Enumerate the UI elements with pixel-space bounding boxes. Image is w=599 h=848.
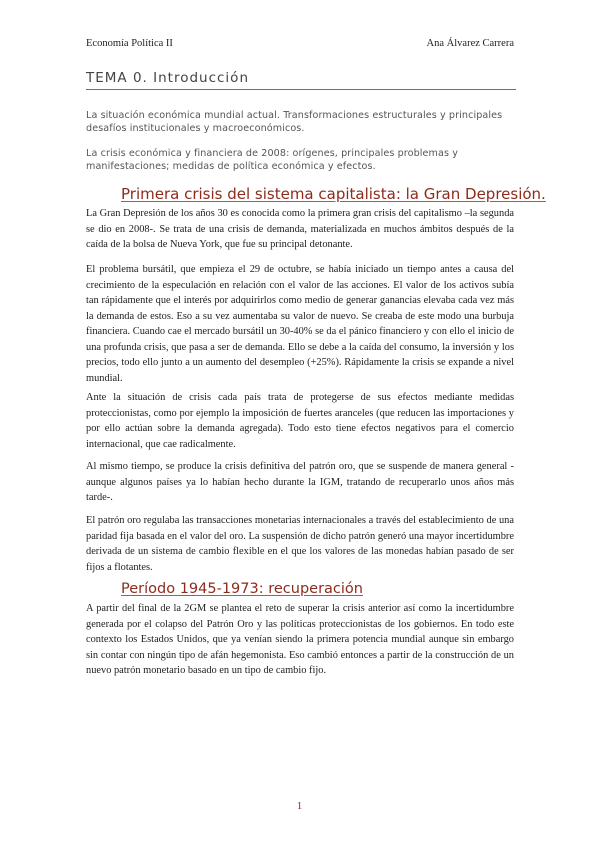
intro-item: La situación económica mundial actual. Transformaciones estructurales y principales desafíos institucionales y macroeconómicos. <box>86 110 503 134</box>
paragraph: Ante la situación de crisis cada país trata de protegerse de sus efectos mediante medidas proteccionistas, como por ejemplo la imposición de fuertes aranceles (que reducen las importaciones y por ello actúan sobre la demanda agregada). Todo esto tiene efectos negativos para el comercio internacional, que cae radicalmente. <box>86 392 514 450</box>
paragraph: El patrón oro regulaba las transacciones monetarias internacionales a través del establecimiento de una paridad fija basada en el valor del oro. La suspensión de dicho patrón generó una mayor incertidumbre derivada de un sistema de cambio flexible en el que los valores de las monedas habían pasado de ser fijos a flotantes. <box>86 515 514 573</box>
paragraph: A partir del final de la 2GM se plantea el reto de superar la crisis anterior así como la incertidumbre generada por el colapso del Patrón Oro y las políticas proteccionistas de los gobiernos. En todo este contexto los Estados Unidos, que ya venían siendo la primera potencia mundial aunque sin embargo sin contar con ningún tipo de afán hegemonista. Eso cambió entonces a partir de la construcción de un nuevo patrón monetario basado en un tipo de cambio fijo. <box>86 603 514 676</box>
paragraph: La Gran Depresión de los años 30 es conocida como la primera gran crisis del capitalismo –la segunda se dio en 2008-. Se trata de una crisis de demanda, materializada en muchos ámbitos después de la caída de la bolsa de Nueva York, que fue su principal detonante. <box>86 208 514 250</box>
paragraph: Al mismo tiempo, se produce la crisis definitiva del patrón oro, que se suspende de manera general -aunque algunos países ya lo habían hecho durante la IGM, tratando de recuperarlo unos años más tarde-. <box>86 461 514 503</box>
header-course: Economía Política II <box>86 38 173 49</box>
section-heading: Período 1945-1973: recuperación <box>121 581 363 597</box>
page-title: TEMA 0. Introducción <box>86 70 516 90</box>
paragraph: El problema bursátil, que empieza el 29 de octubre, se había iniciado un tiempo antes a causa del crecimiento de la especulación en relación con el valor de las acciones. El valor de los activos subía tan rápidamente que el interés por adquirirlos como medio de generar ganancias elevaba cada vez más la demanda de estos. Eso a su vez aumentaba su valor de nuevo. Se creaba de este modo una burbuja financiera. Cuando cae el mercado bursátil un 30-40% se da el pánico financiero y con ello el inicio de una profunda crisis, que pasa a ser de demanda. Ello se debe a la caída del consumo, la inversión y los precios, todo ello junto a un aumento del desempleo (+25%). Rápidamente la crisis se expande a nivel mundial. <box>86 264 514 384</box>
intro-item: La crisis económica y financiera de 2008: orígenes, principales problemas y manifestaciones; medidas de política económica y efectos. <box>86 148 459 172</box>
section-heading: Primera crisis del sistema capitalista: la Gran Depresión. <box>121 185 546 203</box>
header-author: Ana Álvarez Carrera <box>426 38 514 49</box>
page-number: 1 <box>296 800 303 812</box>
